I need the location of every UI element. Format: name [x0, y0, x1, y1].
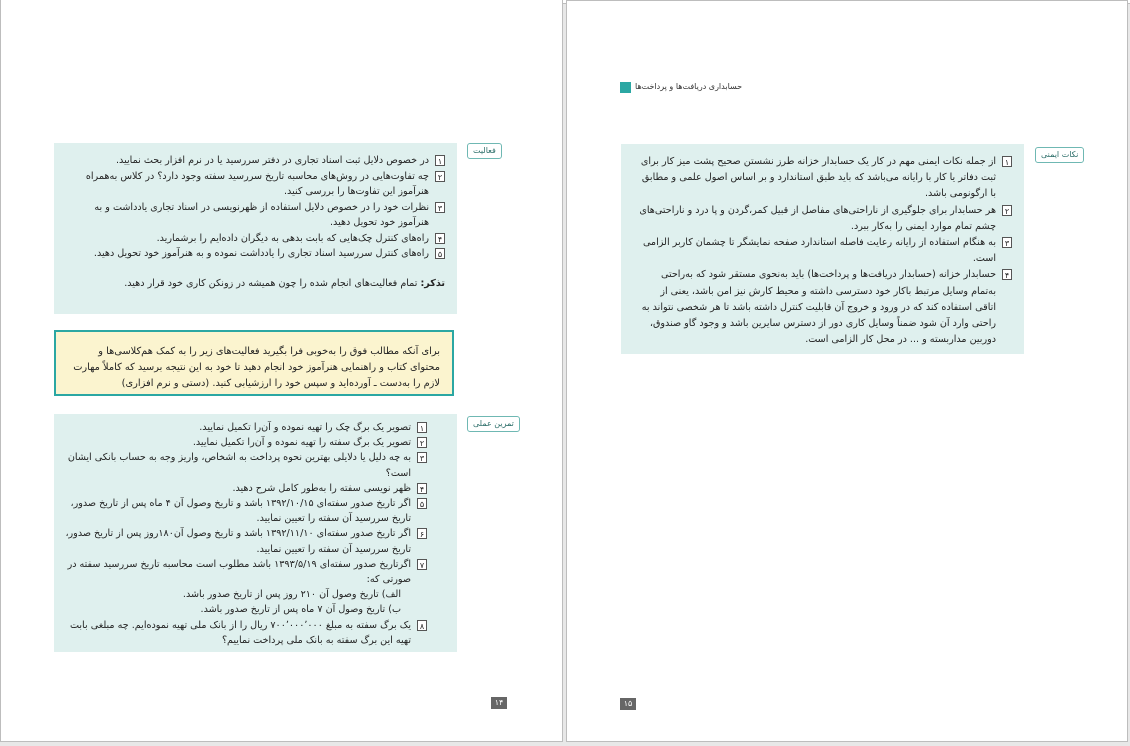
item-text: اگر تاریخ صدور سفته‌ای ۱۳۹۲/۱۱/۱۰ باشد و تاریخ وصول آن۱۸۰روز پس از تاریخ صدور، تاریخ سررسید آن سفته را تعیین نمایید.: [65, 528, 411, 555]
item-number: ۴: [435, 233, 445, 244]
list-item: [64, 231, 445, 247]
practice-item-8: [64, 618, 427, 648]
item-text: یک برگ سفته به مبلغ ۷۰۰٬۰۰۰٬۰۰۰ ریال را از بانک ملی تهیه نموده‌ایم. چه مبلغی بابت تهیه این برگ سفته به بانک ملی پرداخت نماییم؟: [69, 619, 411, 646]
header-square-icon: [620, 82, 631, 93]
list-item: [64, 450, 427, 480]
sub-item: ب) تاریخ وصول آن ۷ ماه پس از تاریخ صدور باشد.: [200, 604, 401, 616]
list-item: [64, 496, 427, 526]
sub-item: الف) تاریخ وصول آن ۲۱۰ روز پس از تاریخ صدور باشد.: [182, 589, 401, 601]
list-item: [64, 153, 445, 169]
item-text: اگر تاریخ صدور سفته‌ای ۱۳۹۲/۱۰/۱۵ باشد و تاریخ وصول آن ۴ ماه پس از تاریخ صدور، تاریخ سررسید آن سفته را تعیین نمایید.: [70, 498, 411, 525]
page-number-15: ۱۵: [620, 698, 636, 710]
item-text: ظهر نویسی سفته را به‌طور کامل شرح دهید.: [232, 482, 411, 494]
practice-box: [54, 414, 457, 652]
item-text: از جمله نکات ایمنی مهم در کار یک حسابدار خزانه طرز نشستن صحیح پشت میز کار برای ثبت دفاتر یا کار با رایانه می‌باشد که باید طبق استاندارد و بر اساس اصول علمی و مطابق با ارگونومی باشد.: [640, 156, 996, 200]
item-text: حسابدار خزانه (حسابدار دریافت‌ها و پرداخت‌ها) باید به‌نحوی مستقر شود که به‌راحتی به‌تمام وسایل مرتبط باکار خود دسترسی داشته و محیط کارش نیز امن باشد، یعنی از اتاقی استفاده کند که در ورود و خروج آن قابلیت کنترل داشته باشد تا هر شخصی نتواند به راحتی وارد آن شود ضمناً وسایل کاری دور از دسترس سایرین باشد و وجود گاو صندوق، دوربین مداربسته و ... در محل کار الزامی است.: [641, 269, 996, 346]
item-number: ۴: [1002, 269, 1012, 280]
item-text: به چه دلیل یا دلایلی بهترین نحوه پرداخت به اشخاص، واریز وجه به حساب بانکی ایشان است؟: [67, 452, 411, 479]
activity-box: [54, 143, 457, 314]
item-number: ۲: [435, 171, 445, 182]
running-header: حسابداری دریافت‌ها و پرداخت‌ها: [635, 82, 743, 91]
list-item: [64, 526, 427, 556]
item-number: ۸: [417, 620, 427, 631]
practice-list: [64, 420, 427, 587]
list-item: [64, 200, 445, 231]
safety-list: [637, 154, 1012, 348]
note-text: تمام فعالیت‌های انجام شده را چون همیشه در زونکن کاری خود قرار دهید.: [124, 277, 418, 289]
safety-label: نکات ایمنی: [1035, 147, 1084, 163]
item-number: ۳: [417, 452, 427, 463]
item-text: اگرتاریخ صدور سفته‌ای ۱۳۹۳/۵/۱۹ باشد مطلوب است محاسبه تاریخ سررسید سفته در صورتی که:: [67, 558, 411, 586]
item-number: ۱: [435, 155, 445, 166]
list-item: [64, 435, 427, 450]
item-text: راه‌های کنترل چک‌هایی که بابت بدهی به دیگران داده‌ایم را برشمارید.: [156, 232, 429, 244]
list-item: [637, 235, 1012, 267]
item-text: چه تفاوت‌هایی در روش‌های محاسبه تاریخ سررسید سفته وجود دارد؟ در کلاس به‌همراه هنرآموز این تفاوت‌ها را بررسی کنید.: [85, 170, 429, 197]
item-number: ۲: [417, 437, 427, 448]
list-item: [637, 267, 1012, 348]
list-item: [64, 481, 427, 496]
item-number: ۱: [1002, 156, 1012, 167]
page-15: [566, 0, 1128, 742]
item-number: ۱: [417, 422, 427, 433]
item-number: ۵: [417, 498, 427, 509]
item-number: ۴: [417, 483, 427, 494]
list-item: [637, 203, 1012, 235]
item-text: به هنگام استفاده از رایانه رعایت فاصله استاندارد صفحه نمایشگر تا چشمان کاربر الزامی است.: [642, 237, 996, 265]
practice-sub-list: [64, 587, 427, 617]
page-14: [0, 0, 563, 742]
item-number: ۷: [417, 559, 427, 570]
page-number-14: ۱۴: [491, 697, 507, 709]
list-item: [64, 246, 445, 262]
item-number: ۳: [435, 202, 445, 213]
list-item: [64, 557, 427, 587]
list-item: [637, 154, 1012, 203]
item-number: ۵: [435, 248, 445, 259]
instruction-text: برای آنکه مطالب فوق را به‌خوبی فرا بگیرید فعالیت‌های زیر را به کمک هم‌کلاسی‌ها و محتوای کتاب و راهنمایی هنرآموز خود انجام دهید تا خود به این نتیجه برسید که کاملاً مهارت لازم را به‌دست ـ آورده‌اید و سپس خود را ارزشیابی کنید. (دستی و نرم افزاری): [73, 346, 440, 389]
instruction-box: [54, 330, 454, 396]
list-item: [64, 169, 445, 200]
item-text: تصویر یک برگ چک را تهیه نموده و آن‌را تکمیل نمایید.: [199, 422, 411, 433]
practice-label: تمرین عملی: [467, 416, 520, 432]
item-number: ۶: [417, 528, 427, 539]
activity-label: فعالیت: [467, 143, 502, 159]
item-text: نظرات خود را در خصوص دلایل استفاده از ظهرنویسی در اسناد تجاری یادداشت و به هنرآموز خود تحویل دهید.: [94, 201, 429, 228]
item-text: هر حسابدار برای جلوگیری از ناراحتی‌های مفاصل از قبیل کمر،گردن و پا درد و ناراحتی‌های چشم تمام موارد ایمنی را به‌کار ببرد.: [639, 204, 996, 232]
item-number: ۲: [1002, 205, 1012, 216]
item-text: در خصوص دلایل ثبت اسناد تجاری در دفتر سررسید یا در نرم افزار بحث نمایید.: [116, 155, 429, 166]
activity-list: [64, 153, 445, 262]
safety-box: [621, 144, 1024, 354]
activity-note: [64, 276, 445, 292]
item-number: ۳: [1002, 237, 1012, 248]
note-label: تذکر:: [420, 277, 445, 289]
item-text: راه‌های کنترل سررسید اسناد تجاری را یادداشت نموده و به هنرآموز خود تحویل دهید.: [93, 248, 429, 259]
list-item: [64, 420, 427, 435]
item-text: تصویر یک برگ سفته را تهیه نموده و آن‌را تکمیل نمایید.: [192, 437, 411, 449]
